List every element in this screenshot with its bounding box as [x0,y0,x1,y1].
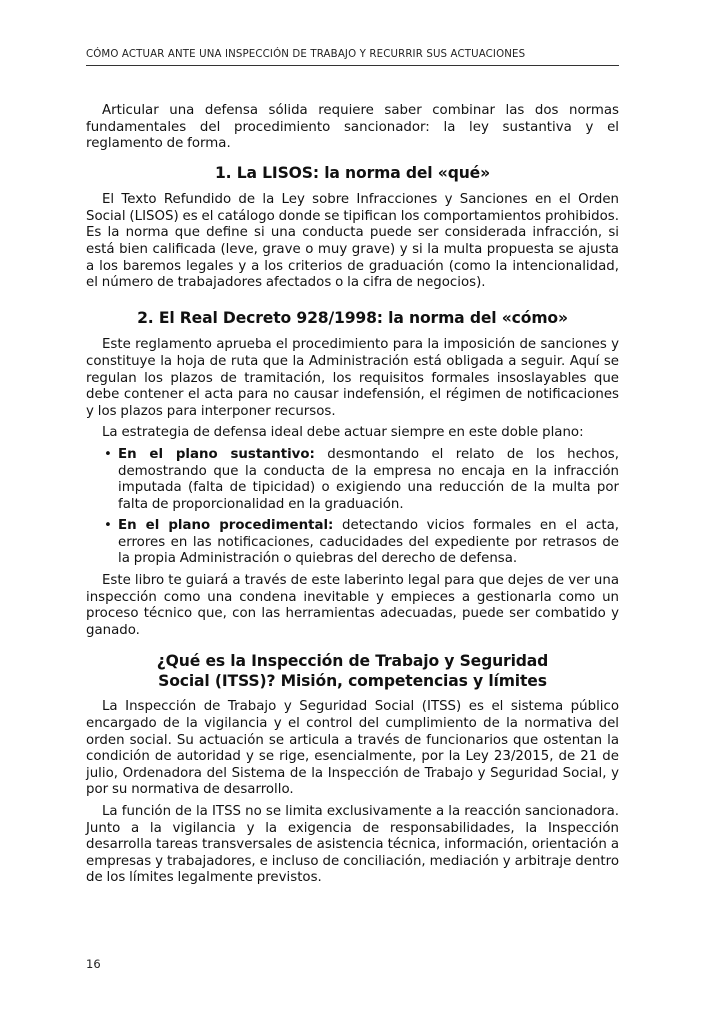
list-item-label: En el plano sustantivo: [118,446,315,462]
itss-definition-paragraph: La Inspección de Trabajo y Seguridad Social (ITSS) es el sistema público encargado de la vigilancia y el control del cumplimiento de la normativa del orden social. Su actuación se articula a través de funcionarios que ostentan la condición de autoridad y se rige, esencialmente, por la Ley 23/2015, de 21 de julio, Ordenadora del Sistema de la Inspección de Trabajo y Seguridad Social, y por su normativa de desarrollo. [86,699,619,798]
intro-paragraph: Articular una defensa sólida requiere saber combinar las dos normas fundamentales del procedimiento sancionador: la ley sustantiva y el reglamento de forma. [86,103,619,152]
list-item-substantive [104,446,619,513]
section-heading-real-decreto: 2. El Real Decreto 928/1998: la norma del «cómo» [137,308,568,327]
running-header: CÓMO ACTUAR ANTE UNA INSPECCIÓN DE TRABAJO Y RECURRIR SUS ACTUACIONES [86,49,526,60]
list-item-label: En el plano procedimental: [118,518,334,534]
guide-paragraph: Este libro te guiará a través de este laberinto legal para que dejes de ver una inspección como una condena inevitable y empieces a gestionarla como un proceso técnico que, con las herramientas adecuadas, puede ser combatido y ganado. [86,573,619,638]
bullet-marker: • [104,446,112,462]
header-divider [86,65,619,66]
strategy-list [86,447,619,568]
section-heading-lisos: 1. La LISOS: la norma del «qué» [214,163,491,182]
strategy-paragraph: La estrategia de defensa ideal debe actuar siempre en este doble plano: [102,425,584,441]
real-decreto-paragraph: Este reglamento aprueba el procedimiento para la imposición de sanciones y constituye la hoja de ruta que la Administración está obligada a seguir. Aquí se regulan los plazos de tramitación, los requisitos formales insoslayables que debe contener el acta para no causar indefensión, el régimen de notificaciones y los plazos para interponer recursos. [86,337,619,419]
list-item-text: detectando vicios formales en el acta, errores en las notificaciones, caducidades del expediente por retrasos de la propia Administración o quiebras del derecho de defensa. [118,518,619,567]
list-item-procedural [104,518,619,568]
list-item-text: desmontando el relato de los hechos, demostrando que la conducta de la empresa no encaja en la infracción imputada (falta de tipicidad) o exigiendo una reducción de la multa por falta de proporcionalidad en la graduación. [118,446,619,512]
section-heading-itss [86,652,619,691]
bullet-marker: • [104,518,112,534]
page-number: 16 [86,957,101,971]
section-heading-itss-line1: ¿Qué es la Inspección de Trabajo y Seguridad [156,652,549,671]
page-body [86,103,619,887]
lisos-paragraph: El Texto Refundido de la Ley sobre Infracciones y Sanciones en el Orden Social (LISOS) es el catálogo donde se tipifican los comportamientos prohibidos. Es la norma que define si una conducta puede ser considerada infracción, si está bien calificada (leve, grave o muy grave) y si la multa propuesta se ajusta a los baremos legales y a los criterios de graduación (como la intencionalidad, el número de trabajadores afectados o la cifra de negocios). [86,192,619,291]
section-heading-itss-line2: Social (ITSS)? Misión, competencias y límites [158,671,547,690]
itss-function-paragraph: La función de la ITSS no se limita exclusivamente a la reacción sancionadora. Junto a la vigilancia y la exigencia de responsabilidades, la Inspección desarrolla tareas transversales de asistencia técnica, información, orientación a empresas y trabajadores, e incluso de conciliación, mediación y arbitraje dentro de los límites legalmente previstos. [86,804,619,886]
